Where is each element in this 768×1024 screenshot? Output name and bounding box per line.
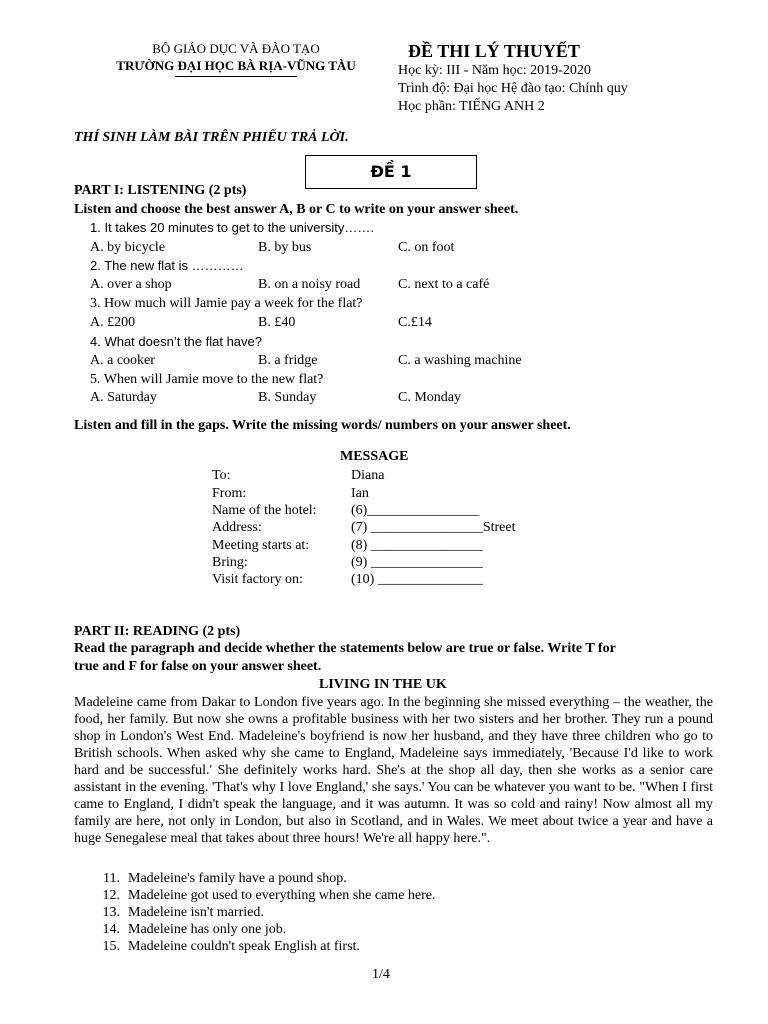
part2-instruction-line2: true and F for false on your answer sheet. — [74, 659, 322, 674]
q2-option-a: A. over a shop — [90, 277, 172, 292]
statement-text: Madeleine's family have a pound shop. — [128, 871, 347, 886]
message-label-bring: Bring: — [212, 555, 248, 570]
exam-level: Trình độ: Đại học Hệ đào tạo: Chính quy — [398, 81, 628, 96]
exam-term: Học kỳ: III - Năm học: 2019-2020 — [398, 63, 591, 78]
passage-title: LIVING IN THE UK — [319, 677, 447, 692]
statement-text: Madeleine couldn't speak English at first. — [128, 939, 360, 954]
part1-title: PART I: LISTENING (2 pts) — [74, 183, 247, 198]
header-divider — [175, 76, 297, 77]
statement-11 — [90, 870, 347, 887]
q5-option-c: C. Monday — [398, 390, 461, 405]
statement-14 — [90, 921, 286, 938]
statement-number: 12. — [102, 888, 120, 903]
message-title: MESSAGE — [340, 449, 409, 464]
statement-15 — [90, 938, 360, 955]
q4-option-b: B. a fridge — [258, 353, 318, 368]
exam-code-box: ĐỀ 1 — [305, 155, 477, 189]
message-label-from: From: — [212, 486, 247, 501]
q1-option-c: C. on foot — [398, 240, 455, 255]
ministry-name: BỘ GIÁO DỤC VÀ ĐÀO TẠO — [152, 41, 320, 56]
question-5: 5. When will Jamie move to the new flat? — [90, 372, 324, 387]
exam-title: ĐỀ THI LÝ THUYẾT — [408, 41, 580, 61]
q3-option-b: B. £40 — [258, 315, 296, 330]
statement-12 — [90, 887, 436, 904]
message-value-bring: (9) ________________ — [351, 555, 483, 570]
question-4: 4. What doesn’t the flat have? — [90, 334, 262, 349]
message-value-hotel: (6)________________ — [351, 503, 480, 518]
q4-option-a: A. a cooker — [90, 353, 155, 368]
statement-13 — [90, 904, 264, 921]
statement-text: Madeleine got used to everything when she came here. — [128, 888, 436, 903]
q1-option-a: A. by bicycle — [90, 240, 166, 255]
answer-sheet-instruction: THÍ SINH LÀM BÀI TRÊN PHIẾU TRẢ LỜI. — [74, 130, 349, 145]
question-3: 3. How much will Jamie pay a week for the flat? — [90, 296, 363, 311]
statement-number: 14. — [102, 922, 120, 937]
question-1: 1. It takes 20 minutes to get to the university……. — [90, 220, 374, 235]
institution-header — [100, 40, 372, 77]
statement-text: Madeleine isn't married. — [128, 905, 264, 920]
q1-option-b: B. by bus — [258, 240, 312, 255]
statement-text: Madeleine has only one job. — [128, 922, 287, 937]
q4-option-c: C. a washing machine — [398, 353, 522, 368]
question-2: 2. The new flat is ………… — [90, 258, 244, 273]
message-label-meeting: Meeting starts at: — [212, 538, 310, 553]
q5-option-a: A. Saturday — [90, 390, 157, 405]
part2-title: PART II: READING (2 pts) — [74, 624, 241, 639]
message-value-to: Diana — [351, 468, 385, 483]
page-number: 1/4 — [372, 967, 390, 982]
statement-number: 11. — [103, 871, 120, 886]
statement-number: 15. — [102, 939, 120, 954]
message-label-factory: Visit factory on: — [212, 572, 303, 587]
q2-option-c: C. next to a café — [398, 277, 490, 292]
statement-number: 13. — [102, 905, 120, 920]
part2-instruction-line1: Read the paragraph and decide whether the statements below are true or false. Write T for — [74, 641, 616, 656]
message-value-from: Ian — [351, 486, 369, 501]
q2-option-b: B. on a noisy road — [258, 277, 361, 292]
message-label-to: To: — [212, 468, 231, 483]
message-label-address: Address: — [212, 520, 262, 535]
part1-instruction: Listen and choose the best answer A, B or C to write on your answer sheet. — [74, 202, 519, 217]
university-name: TRƯỜNG ĐẠI HỌC BÀ RỊA-VŨNG TÀU — [116, 58, 356, 73]
reading-passage: Madeleine came from Dakar to London five years ago. In the beginning she missed everything – the weather, the food, her family. But now she owns a profitable business with her two sisters and her brother. They run a pound shop in London's West End. Madeleine's boyfriend is now her husband, and they have three children who go to British schools. When asked why she came to England, Madeleine says immediately, 'Because I'd like to work hard and be successful.' She definitely works hard. She's at the shop all day, then she works as a senior care assistant in the evening. 'That's why I love England,' she says.' You can be whatever you want to be. "When I first came to England, I didn't speak the language, and it was autumn. It was so cold and rainy! Now almost all my family are here, not only in London, but also in Scotland, and in Wales. We meet about twice a year and have a huge Senegalese meal that takes about three hours! We're all happy here.". — [74, 695, 713, 846]
message-value-factory: (10) _______________ — [351, 572, 483, 587]
q3-option-a: A. £200 — [90, 315, 136, 330]
q3-option-c: C.£14 — [398, 315, 432, 330]
message-label-hotel: Name of the hotel: — [212, 503, 317, 518]
fill-gaps-instruction: Listen and fill in the gaps. Write the missing words/ numbers on your answer sheet. — [74, 418, 571, 433]
q5-option-b: B. Sunday — [258, 390, 317, 405]
message-value-address: (7) ________________Street — [351, 520, 516, 535]
exam-info-header — [398, 40, 628, 116]
exam-course: Học phần: TIẾNG ANH 2 — [398, 99, 545, 114]
message-value-meeting: (8) ________________ — [351, 538, 483, 553]
